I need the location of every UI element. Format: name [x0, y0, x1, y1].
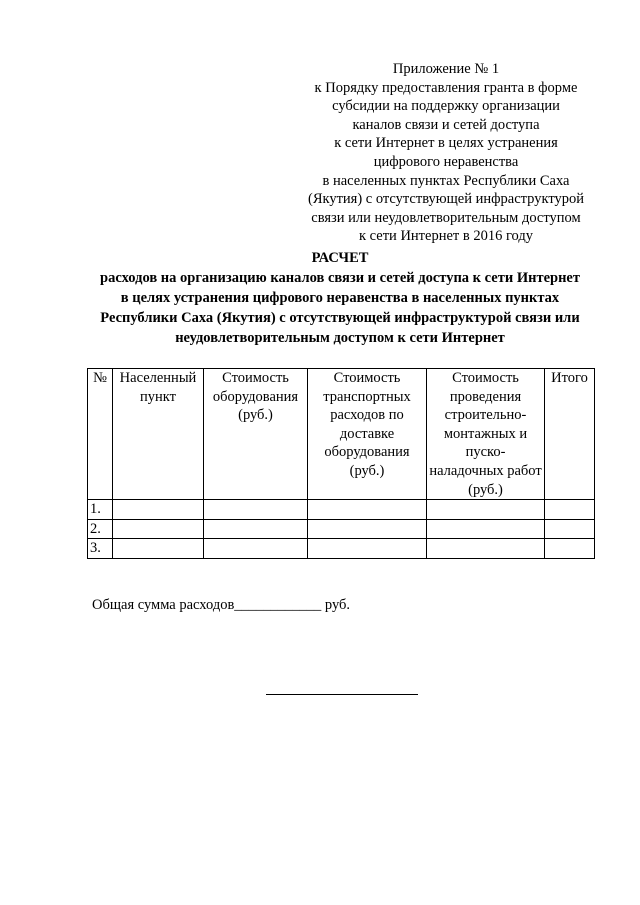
- heading-line: неудовлетворительным доступом к сети Интернет: [175, 330, 505, 346]
- heading-title: РАСЧЕТ: [311, 250, 369, 266]
- appendix-line: к сети Интернет в целях устранения: [334, 135, 558, 152]
- appendix-line: цифрового неравенства: [373, 153, 519, 170]
- appendix-line: к сети Интернет в 2016 году: [359, 228, 533, 245]
- signature-line: [266, 682, 418, 695]
- appendix-line: субсидии на поддержку организации: [332, 98, 560, 115]
- table-row: [88, 519, 595, 539]
- header-transport-cost: Стоимость транспортных расходов по доставке оборудования (руб.): [308, 369, 427, 500]
- settlement-cell[interactable]: [113, 539, 204, 559]
- transport-cost-cell[interactable]: [308, 519, 427, 539]
- total-cell[interactable]: [545, 519, 595, 539]
- appendix-line: в населенных пунктах Республики Саха: [322, 172, 570, 189]
- header-total: Итого: [545, 369, 595, 500]
- heading-line: в целях устранения цифрового неравенства в населенных пунктах: [120, 290, 560, 306]
- appendix-line: связи или неудовлетворительным доступом: [311, 209, 581, 226]
- calculation-table: [87, 368, 595, 559]
- header-settlement: Населенный пункт: [113, 369, 204, 500]
- transport-cost-cell[interactable]: [308, 500, 427, 520]
- settlement-cell[interactable]: [113, 500, 204, 520]
- settlement-cell[interactable]: [113, 519, 204, 539]
- table-header-row: [88, 369, 595, 500]
- appendix-note: [300, 60, 592, 246]
- heading-line: расходов на организацию каналов связи и сетей доступа к сети Интернет: [100, 270, 580, 286]
- header-construction-cost: Стоимость проведения строительно-монтажных и пуско-наладочных работ (руб.): [427, 369, 545, 500]
- heading-line: Республики Саха (Якутия) с отсутствующей инфраструктурой связи или: [100, 310, 580, 326]
- total-expenses-line: Общая сумма расходов____________ руб.: [92, 597, 351, 613]
- equipment-cost-cell[interactable]: [204, 519, 308, 539]
- construction-cost-cell[interactable]: [427, 539, 545, 559]
- row-number: 3.: [88, 539, 113, 559]
- header-equipment-cost: Стоимость оборудования (руб.): [204, 369, 308, 500]
- appendix-line: к Порядку предоставления гранта в форме: [314, 79, 578, 96]
- transport-cost-cell[interactable]: [308, 539, 427, 559]
- total-cell[interactable]: [545, 500, 595, 520]
- table-row: [88, 500, 595, 520]
- appendix-line: (Якутия) с отсутствующей инфраструктурой: [307, 191, 584, 208]
- table-row: [88, 539, 595, 559]
- header-number: №: [88, 369, 113, 500]
- construction-cost-cell[interactable]: [427, 500, 545, 520]
- row-number: 2.: [88, 519, 113, 539]
- construction-cost-cell[interactable]: [427, 519, 545, 539]
- equipment-cost-cell[interactable]: [204, 539, 308, 559]
- appendix-line: каналов связи и сетей доступа: [352, 116, 540, 133]
- appendix-line: Приложение № 1: [392, 61, 500, 77]
- equipment-cost-cell[interactable]: [204, 500, 308, 520]
- total-cell[interactable]: [545, 539, 595, 559]
- row-number: 1.: [88, 500, 113, 520]
- document-heading: [60, 248, 620, 348]
